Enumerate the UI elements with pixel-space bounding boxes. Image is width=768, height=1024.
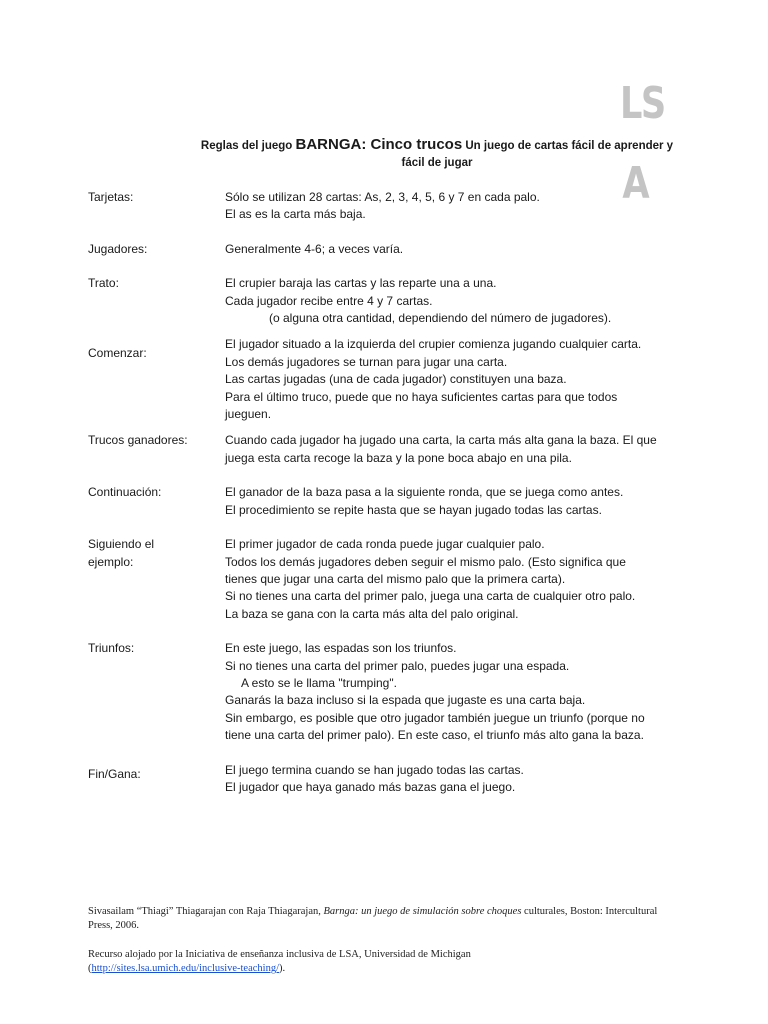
rule-label: Comenzar: [88,346,147,361]
resource-link-line [88,962,678,976]
rule-trato [88,275,678,327]
rule-line: El juego termina cuando se han jugado todas las cartas. [225,762,524,777]
rule-content [225,536,678,623]
rule-label: Trucos ganadores: [88,433,188,448]
resource-close-paren: ). [279,963,286,974]
rule-line: En este juego, las espadas son los triunfos. [225,641,457,656]
citation-rest: culturales, Boston: Intercultural Press, 2006. [88,906,658,931]
rule-line: El as es la carta más baja. [225,207,366,222]
rule-line: La baza se gana con la carta más alta del palo original. [225,606,519,621]
rule-line: A esto se le llama "trumping". [241,675,397,690]
rule-trucos-ganadores [88,432,678,467]
rule-label: Jugadores: [88,241,148,256]
rule-continuacion [88,484,678,519]
rule-line: Sin embargo, es posible que otro jugador también juegue un triunfo (porque no [225,710,645,725]
rule-content [225,484,678,519]
rule-line: El jugador que haya ganado más bazas gana el juego. [225,779,516,794]
document-title [198,136,676,172]
rule-content [225,762,678,797]
rule-content [225,336,678,423]
rule-content [225,189,678,224]
citation-author: Sivasailam “Thiagi” Thiagarajan con Raja Thiagarajan, [88,906,321,917]
rule-comenzar [88,336,678,423]
citation-title: Barnga: un juego de simulación sobre choques [323,906,522,917]
rule-line: Todos los demás jugadores deben seguir el mismo palo. (Esto significa que [225,554,626,569]
rule-line: Sólo se utilizan 28 cartas: As, 2, 3, 4, 5, 6 y 7 en cada palo. [225,190,540,204]
rule-line: Cada jugador recibe entre 4 y 7 cartas. [225,293,433,308]
rule-line: Cuando cada jugador ha jugado una carta, la carta más alta gana la baza. El que [225,433,657,448]
rule-line: El primer jugador de cada ronda puede jugar cualquier palo. [225,537,545,552]
rule-line: El ganador de la baza pasa a la siguiente ronda, que se juega como antes. [225,485,624,500]
rule-label-line: ejemplo: [88,554,134,569]
rule-label: Trato: [88,276,119,291]
resource-open-paren: ( [88,963,92,974]
rule-line: Los demás jugadores se turnan para jugar una carta. [225,354,508,369]
rule-line: Si no tienes una carta del primer palo, puedes jugar una espada. [225,658,570,673]
rule-line: (o alguna otra cantidad, dependiendo del número de jugadores). [269,311,612,326]
rule-line: El jugador situado a la izquierda del crupier comienza jugando cualquier carta. [225,337,642,352]
rule-triunfos [88,640,678,744]
title-prefix: Reglas del juego [200,140,293,152]
rule-line: Generalmente 4-6; a veces varía. [225,241,404,256]
rule-line: tiene una carta del primer palo). En este caso, el triunfo más alto gana la baza. [225,728,644,743]
rule-label: Fin/Gana: [88,766,141,781]
rules-list [88,189,678,796]
rule-label: Continuación: [88,485,162,500]
rule-content [225,432,678,467]
rule-label: Triunfos: [88,641,135,656]
rule-line: juega esta carta recoge la baza y la pone boca abajo en una pila. [225,450,572,465]
rule-tarjetas [88,189,678,224]
rule-line: Para el último truco, puede que no haya suficientes cartas para que todos [225,389,618,404]
rule-line: tienes que jugar una carta del mismo palo que la primera carta). [225,571,566,586]
logo-a: A [622,158,650,209]
rule-line: El crupier baraja las cartas y las reparte una a una. [225,276,497,291]
rule-content [225,275,678,327]
rule-content [225,241,678,258]
rule-line: El procedimiento se repite hasta que se hayan jugado todas las cartas. [225,502,602,517]
citation [88,905,678,933]
rule-label [88,536,225,623]
title-main: BARNGA: Cinco trucos [295,136,463,153]
rule-line: Ganarás la baza incluso si la espada que jugaste es una carta baja. [225,693,586,708]
rule-fin-gana [88,762,678,797]
rule-line: Si no tienes una carta del primer palo, juega una carta de cualquier otro palo. [225,589,636,604]
rule-content [225,640,678,744]
rule-siguiendo-el-ejemplo [88,536,678,623]
logo-ls: LS [620,78,665,129]
rule-label-line: Siguiendo el [88,537,155,552]
rule-line: Las cartas jugadas (una de cada jugador) constituyen una baza. [225,372,567,387]
rule-line: jueguen. [225,407,272,422]
resource-link[interactable]: http://sites.lsa.umich.edu/inclusive-teaching/ [91,963,280,974]
resource-text: Recurso alojado por la Iniciativa de enseñanza inclusiva de LSA, Universidad de Michigan [88,949,471,960]
title-suffix: Un juego de cartas fácil de aprender y fácil de jugar [401,140,674,169]
rule-jugadores [88,241,678,258]
rule-label: Tarjetas: [88,190,134,204]
resource-note [88,948,678,976]
